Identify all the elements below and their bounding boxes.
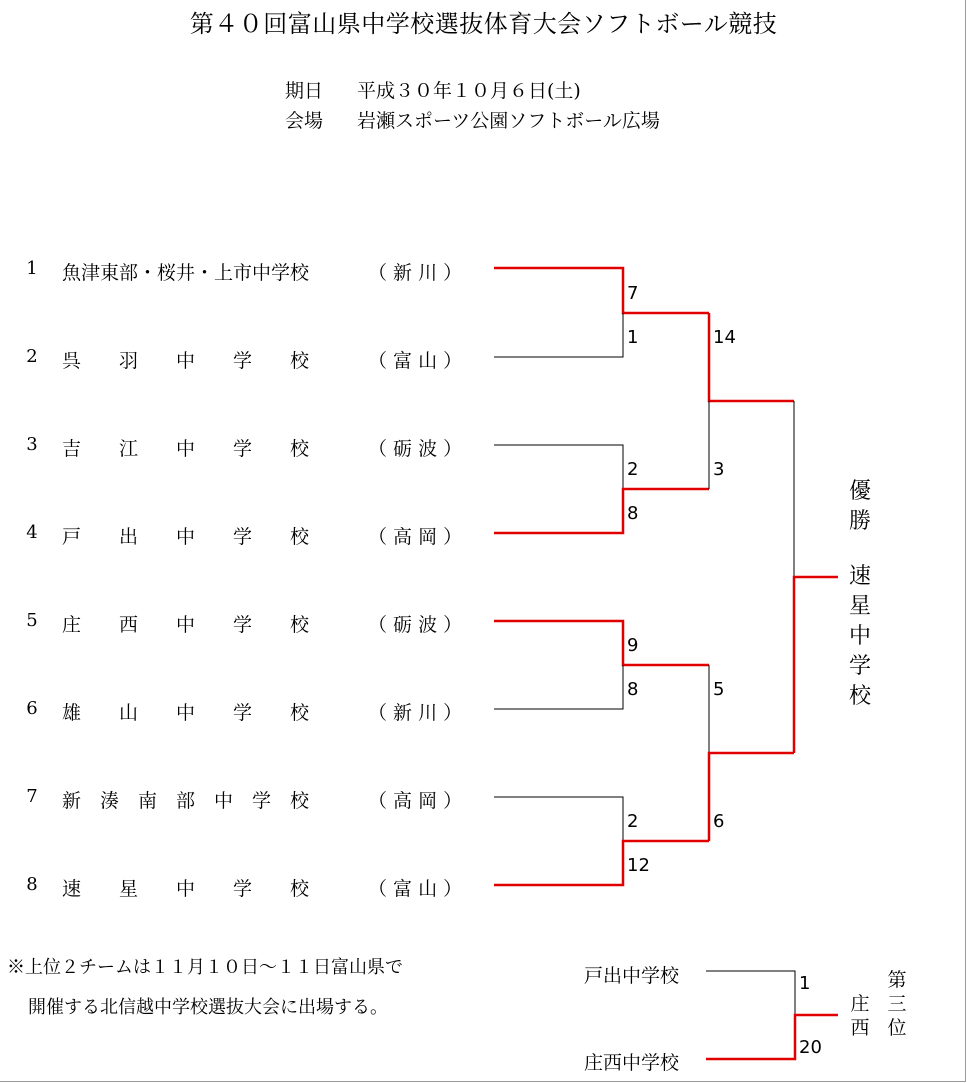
bracket-line: [494, 313, 623, 357]
team-region: （ 新 川 ）: [368, 702, 463, 724]
score-label: 8: [627, 679, 639, 700]
bracket-line-winner: [494, 489, 709, 533]
note-line-1: ※上位２チームは１１月１０日～１１日富山県で: [7, 957, 403, 978]
third-place-label-char: 三: [887, 993, 907, 1015]
champion-school-char: 速: [848, 564, 871, 589]
note-line-2: 開催する北信越中学校選抜大会に出場する。: [28, 997, 388, 1018]
team-number: 8: [26, 874, 38, 895]
third-place-label-char: 第: [887, 969, 907, 991]
team-name: 速 星 中 学 校: [62, 878, 310, 900]
score-label: 5: [713, 679, 725, 700]
team-name: 庄 西 中 学 校: [62, 614, 310, 636]
third-place-label-char: 位: [887, 1017, 907, 1039]
page-title: 第４０回富山県中学校選抜体育大会ソフトボール競技: [189, 10, 778, 38]
champion-school-char: 星: [848, 594, 871, 619]
team-region: （ 富 山 ）: [368, 350, 463, 372]
score-label: 3: [713, 459, 725, 480]
third-place-winner: [848, 992, 872, 1040]
champion-label-char: 優: [848, 479, 871, 504]
venue-value: 岩瀬スポーツ公園ソフトボール広場: [357, 110, 660, 132]
team-region: （ 砺 波 ）: [368, 614, 463, 636]
team-region: （ 高 岡 ）: [368, 790, 463, 812]
champion-school-char: 校: [848, 684, 871, 709]
score-label: 1: [799, 973, 811, 994]
team-name: 雄 山 中 学 校: [62, 702, 310, 724]
team-name: 魚津東部・桜井・上市中学校: [62, 262, 310, 284]
team-region: （ 富 山 ）: [368, 878, 463, 900]
bracket-line: [494, 665, 623, 709]
team-name: 吉 江 中 学 校: [62, 438, 310, 460]
score-label: 6: [713, 811, 725, 832]
date-value: 平成３０年１０月６日(土): [357, 80, 581, 102]
third-place-winner-char: 西: [850, 1017, 870, 1039]
third-place-team: 庄西中学校: [584, 1052, 680, 1074]
score-label: 7: [627, 283, 639, 304]
team-region: （ 砺 波 ）: [368, 438, 463, 460]
bracket-line: [706, 971, 795, 1015]
champion-label: [845, 477, 875, 537]
bracket-line-winner: [494, 621, 709, 665]
date-label: 期日: [285, 80, 324, 102]
bracket-line-winner: [794, 577, 838, 753]
team-region: （ 新 川 ）: [368, 262, 463, 284]
team-name: 戸 出 中 学 校: [62, 526, 310, 548]
team-name: 新 湊 南 部 中 学 校: [62, 790, 310, 812]
bracket-line-winner: [494, 268, 709, 313]
team-region: （ 高 岡 ）: [368, 526, 463, 548]
team-number: 6: [26, 698, 38, 719]
champion-school-char: 中: [848, 624, 871, 649]
champion-label-char: 勝: [848, 509, 871, 534]
bracket-line: [494, 797, 623, 841]
team-number: 4: [26, 522, 38, 543]
bracket-line-winner: [494, 841, 709, 885]
champion-school-char: 学: [848, 654, 871, 679]
score-label: 9: [627, 635, 639, 656]
third-place-winner-char: 庄: [850, 993, 870, 1015]
third-place-team: 戸出中学校: [584, 965, 680, 987]
bracket-line: [494, 445, 623, 489]
score-label: 1: [627, 327, 639, 348]
venue-label: 会場: [285, 110, 324, 132]
score-label: 20: [799, 1037, 822, 1058]
score-label: 2: [627, 459, 639, 480]
team-number: 5: [26, 610, 38, 631]
score-label: 2: [627, 811, 639, 832]
score-label: 8: [627, 503, 639, 524]
third-place-label: [885, 968, 909, 1040]
score-label: 12: [627, 855, 650, 876]
team-number: 1: [26, 258, 38, 279]
team-number: 2: [26, 346, 38, 367]
team-name: 呉 羽 中 学 校: [62, 350, 310, 372]
team-number: 7: [26, 786, 38, 807]
champion-school: [845, 562, 875, 712]
score-label: 14: [713, 327, 736, 348]
team-number: 3: [26, 434, 38, 455]
